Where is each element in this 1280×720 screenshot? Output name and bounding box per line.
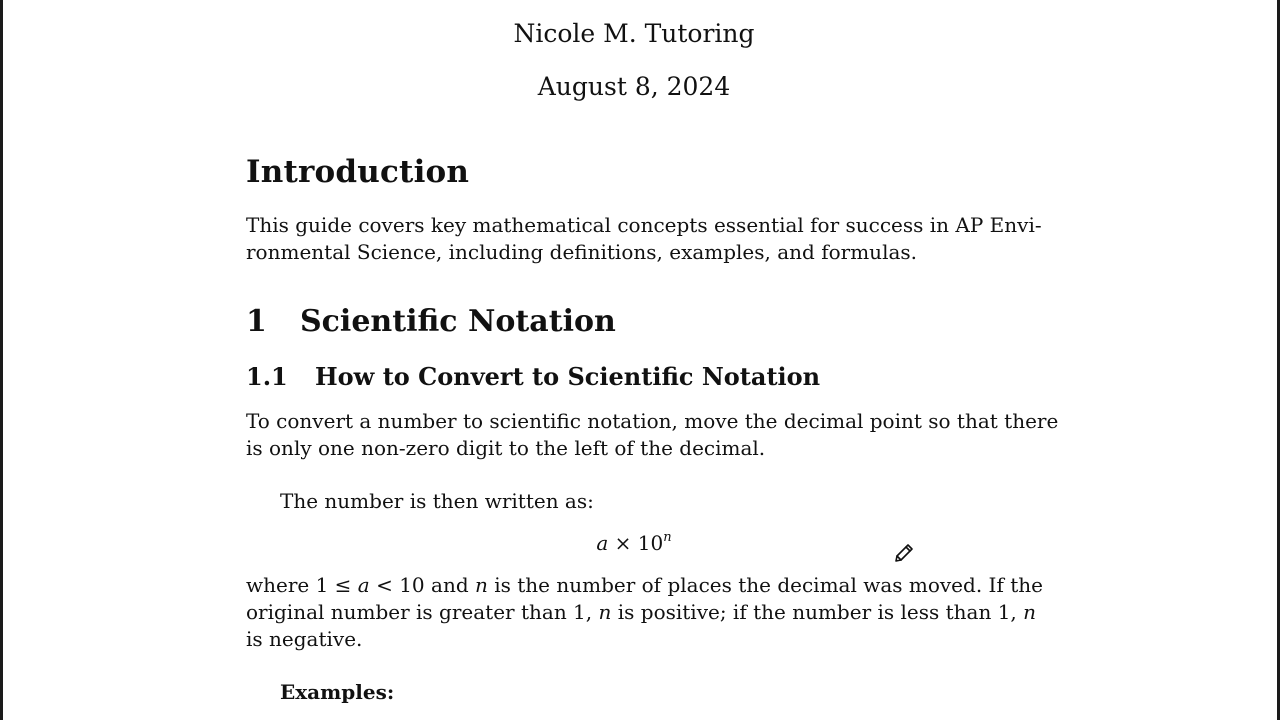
document-page: [246, 0, 1059, 720]
where-line-3: is negative.: [246, 627, 363, 651]
intro-line-1: This guide covers key mathematical concepts essential for success in AP Envi-: [246, 213, 1042, 237]
document-date: August 8, 2024: [537, 72, 731, 101]
introduction-heading: Introduction: [246, 154, 470, 190]
section-title: Scientific Notation: [300, 304, 616, 339]
subsection-title: How to Convert to Scientific Notation: [315, 362, 821, 391]
written-as-text: The number is then written as:: [280, 489, 594, 513]
convert-line-1: To convert a number to scientific notation, move the decimal point so that there: [246, 409, 1059, 433]
introduction-paragraph: [246, 212, 1042, 266]
subsection-number: 1.1: [246, 362, 288, 391]
section-heading: [246, 302, 616, 342]
formula-exponent: n: [663, 530, 672, 545]
document-author: Nicole M. Tutoring: [513, 19, 755, 48]
convert-paragraph: [246, 408, 1059, 462]
where-line-2: original number is greater than 1, n is positive; if the number is less than 1, n: [246, 600, 1037, 624]
section-number: 1: [246, 304, 267, 339]
examples-label: Examples:: [280, 680, 395, 704]
intro-line-2: ronmental Science, including definitions, examples, and formulas.: [246, 240, 918, 264]
formula-coefficient: a: [596, 531, 609, 555]
convert-line-2: is only one non-zero digit to the left of the decimal.: [246, 436, 766, 460]
window-left-edge: [0, 0, 3, 720]
pencil-icon: [892, 541, 916, 565]
where-paragraph: [246, 572, 1043, 653]
where-line-1: where 1 ≤ a < 10 and n is the number of places the decimal was moved. If the: [246, 573, 1043, 597]
subsection-heading: [246, 361, 820, 393]
formula-times-ten: × 10: [614, 531, 664, 555]
